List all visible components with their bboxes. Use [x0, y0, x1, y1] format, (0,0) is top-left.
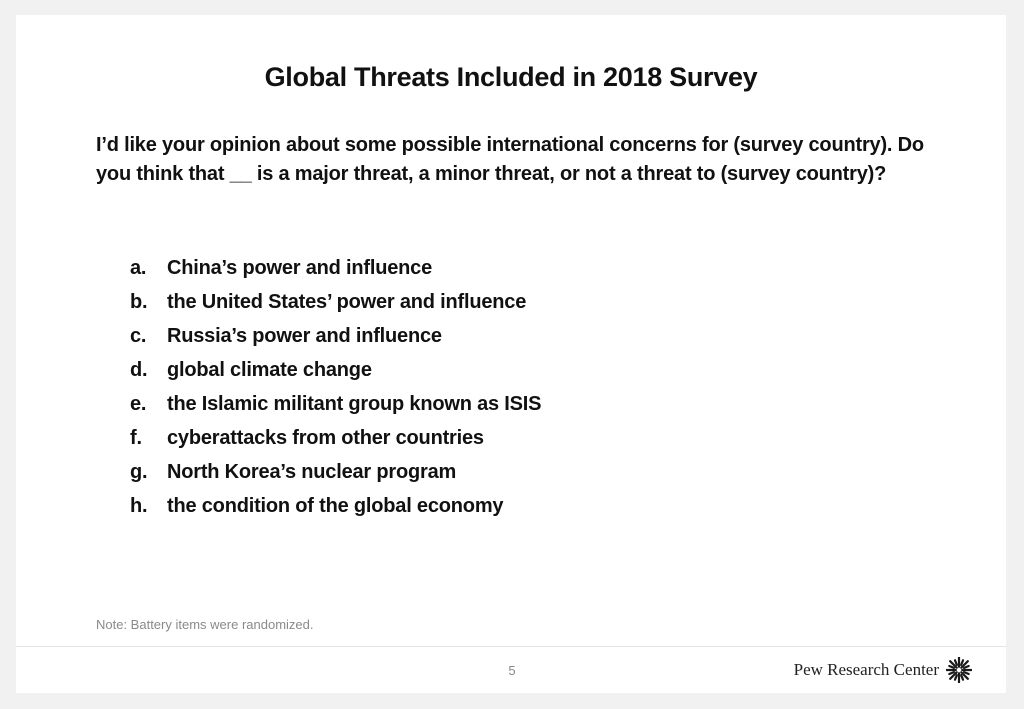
item-letter: f.	[130, 427, 142, 449]
item-letter: d.	[130, 359, 148, 381]
item-text: Russia’s power and influence	[167, 325, 442, 347]
sunburst-ray	[955, 660, 957, 665]
list-item	[130, 325, 541, 359]
item-letter: c.	[130, 325, 147, 347]
item-text: the Islamic militant group known as ISIS	[167, 393, 542, 415]
item-letter: e.	[130, 393, 147, 415]
item-letter: g.	[130, 461, 148, 483]
list-item	[130, 495, 541, 529]
list-item	[130, 291, 541, 325]
footnote: Note: Battery items were randomized.	[96, 617, 314, 632]
sunburst-ray	[955, 675, 957, 680]
survey-question: I’d like your opinion about some possible international concerns for (survey country). Do you think that __ is a major threat, a minor threat, or not a threat to (survey country)?	[96, 134, 924, 185]
list-item	[130, 257, 541, 291]
list-item	[130, 461, 541, 495]
item-text: the condition of the global economy	[167, 495, 504, 517]
sunburst-ray	[949, 666, 954, 668]
sunburst-ray	[964, 666, 969, 668]
page-number: 5	[508, 663, 516, 678]
slide-title: Global Threats Included in 2018 Survey	[264, 62, 758, 92]
item-text: the United States’ power and influence	[167, 291, 527, 313]
footer-divider	[16, 646, 1006, 647]
sunburst-ray	[961, 675, 963, 680]
brand-name: Pew Research Center	[793, 660, 939, 679]
sunburst-ray	[949, 672, 954, 674]
item-text: global climate change	[167, 359, 372, 381]
sunburst-ray	[964, 672, 969, 674]
list-item	[130, 359, 541, 393]
sunburst-ray	[961, 660, 963, 665]
slide	[16, 15, 1006, 693]
list-item	[130, 427, 541, 461]
list-item	[130, 393, 541, 427]
item-text: cyberattacks from other countries	[167, 427, 484, 449]
item-letter: b.	[130, 291, 148, 313]
threat-list	[130, 257, 541, 529]
item-letter: a.	[130, 257, 147, 279]
item-letter: h.	[130, 495, 148, 517]
item-text: China’s power and influence	[167, 257, 433, 279]
brand	[794, 657, 972, 683]
pew-sunburst-icon	[946, 657, 972, 683]
item-text: North Korea’s nuclear program	[167, 461, 457, 483]
